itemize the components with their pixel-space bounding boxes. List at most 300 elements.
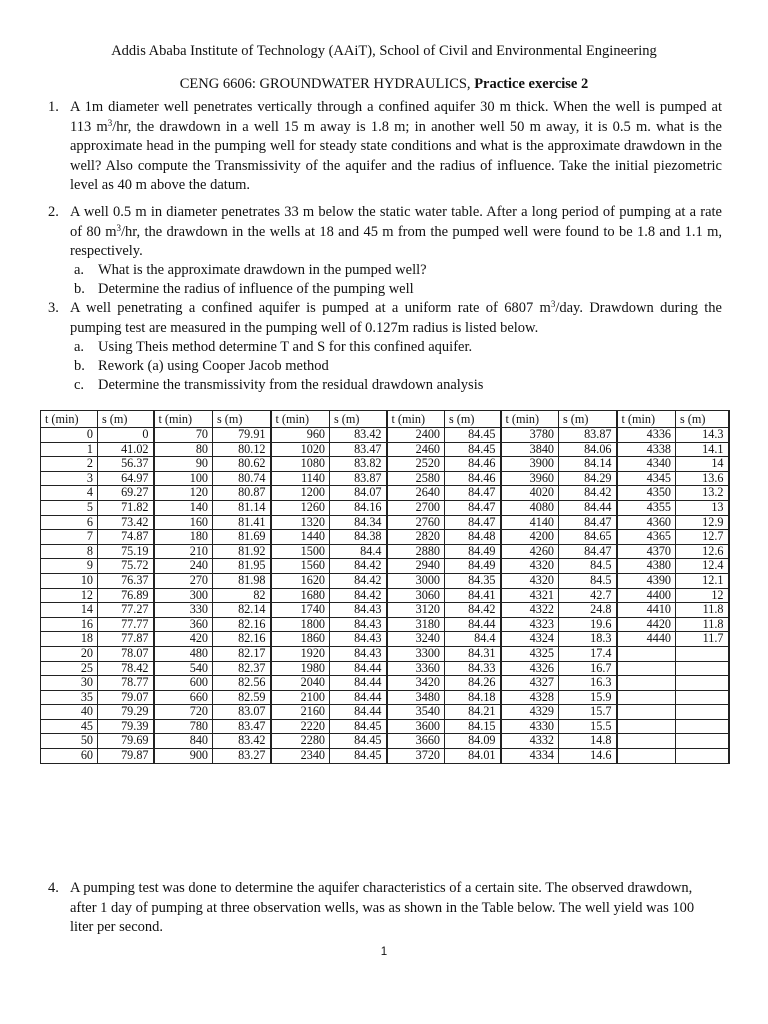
drawdown-cell: 83.07 bbox=[213, 705, 271, 720]
drawdown-cell: 78.77 bbox=[98, 676, 154, 691]
drawdown-cell: 84.47 bbox=[445, 486, 501, 501]
drawdown-cell: 83.82 bbox=[330, 457, 387, 472]
question-2-part-a: a. What is the approximate drawdown in the pumped well? bbox=[74, 262, 427, 278]
drawdown-cell: 84.49 bbox=[445, 559, 501, 574]
time-cell bbox=[617, 749, 676, 764]
column-header: t (min) bbox=[387, 411, 445, 428]
drawdown-cell: 84.44 bbox=[330, 705, 387, 720]
time-cell: 3300 bbox=[387, 646, 445, 661]
drawdown-cell: 12.9 bbox=[676, 515, 729, 530]
time-cell bbox=[617, 690, 676, 705]
time-cell: 70 bbox=[154, 428, 213, 443]
time-cell: 2760 bbox=[387, 515, 445, 530]
drawdown-cell: 56.37 bbox=[98, 457, 154, 472]
drawdown-cell: 76.89 bbox=[98, 588, 154, 603]
question-number: 4. bbox=[48, 880, 59, 896]
time-cell: 6 bbox=[41, 515, 98, 530]
drawdown-cell: 13.2 bbox=[676, 486, 729, 501]
drawdown-cell: 75.72 bbox=[98, 559, 154, 574]
time-cell: 4350 bbox=[617, 486, 676, 501]
time-cell: 35 bbox=[41, 690, 98, 705]
table-row bbox=[41, 442, 729, 457]
time-cell: 2580 bbox=[387, 471, 445, 486]
drawdown-cell: 71.82 bbox=[98, 500, 154, 515]
column-header: s (m) bbox=[445, 411, 501, 428]
drawdown-cell: 84.42 bbox=[330, 559, 387, 574]
time-cell: 4326 bbox=[501, 661, 559, 676]
time-cell: 270 bbox=[154, 573, 213, 588]
question-text: A well penetrating a confined aquifer is pumped at a uniform rate of 6807 $m^3$/day. Drawdown during the pumping test are measured in the pumping well of 0.127m radius is listed below. bbox=[70, 299, 722, 336]
drawdown-cell: 84.42 bbox=[445, 603, 501, 618]
drawdown-cell: 79.69 bbox=[98, 734, 154, 749]
table-row bbox=[41, 486, 729, 501]
time-cell: 50 bbox=[41, 734, 98, 749]
drawdown-cell: 82.14 bbox=[213, 603, 271, 618]
drawdown-cell: 19.6 bbox=[559, 617, 617, 632]
drawdown-cell: 84.47 bbox=[445, 500, 501, 515]
drawdown-cell: 84.09 bbox=[445, 734, 501, 749]
table-row bbox=[41, 544, 729, 559]
time-cell: 1320 bbox=[271, 515, 330, 530]
column-header: s (m) bbox=[330, 411, 387, 428]
time-cell: 1020 bbox=[271, 442, 330, 457]
time-cell: 1500 bbox=[271, 544, 330, 559]
time-cell: 420 bbox=[154, 632, 213, 647]
time-cell: 960 bbox=[271, 428, 330, 443]
time-cell: 4329 bbox=[501, 705, 559, 720]
drawdown-cell: 80.74 bbox=[213, 471, 271, 486]
column-header: s (m) bbox=[98, 411, 154, 428]
drawdown-cell: 84.34 bbox=[330, 515, 387, 530]
drawdown-cell: 78.42 bbox=[98, 661, 154, 676]
drawdown-cell: 74.87 bbox=[98, 530, 154, 545]
time-cell: 4325 bbox=[501, 646, 559, 661]
drawdown-cell: 11.8 bbox=[676, 603, 729, 618]
time-cell: 1260 bbox=[271, 500, 330, 515]
drawdown-cell: 16.7 bbox=[559, 661, 617, 676]
drawdown-cell: 84.45 bbox=[445, 428, 501, 443]
drawdown-cell: 84.43 bbox=[330, 617, 387, 632]
time-cell: 10 bbox=[41, 573, 98, 588]
time-cell: 4380 bbox=[617, 559, 676, 574]
time-cell: 8 bbox=[41, 544, 98, 559]
drawdown-cell: 84.4 bbox=[330, 544, 387, 559]
time-cell: 3780 bbox=[501, 428, 559, 443]
drawdown-cell: 83.47 bbox=[330, 442, 387, 457]
drawdown-cell: 0 bbox=[98, 428, 154, 443]
table-row bbox=[41, 500, 729, 515]
drawdown-cell: 83.42 bbox=[330, 428, 387, 443]
time-cell: 2400 bbox=[387, 428, 445, 443]
time-cell: 3 bbox=[41, 471, 98, 486]
time-cell: 40 bbox=[41, 705, 98, 720]
time-cell: 2100 bbox=[271, 690, 330, 705]
drawdown-cell: 84.46 bbox=[445, 457, 501, 472]
table-row bbox=[41, 690, 729, 705]
time-cell: 2160 bbox=[271, 705, 330, 720]
time-cell: 1440 bbox=[271, 530, 330, 545]
drawdown-cell: 84.15 bbox=[445, 719, 501, 734]
time-cell: 3900 bbox=[501, 457, 559, 472]
drawdown-cell: 14.6 bbox=[559, 749, 617, 764]
question-number: 2. bbox=[48, 204, 59, 220]
time-cell: 16 bbox=[41, 617, 98, 632]
table-row bbox=[41, 530, 729, 545]
table-row bbox=[41, 428, 729, 443]
time-cell: 3420 bbox=[387, 676, 445, 691]
drawdown-cell: 84.18 bbox=[445, 690, 501, 705]
drawdown-cell: 84.45 bbox=[330, 749, 387, 764]
drawdown-cell: 79.07 bbox=[98, 690, 154, 705]
time-cell: 3720 bbox=[387, 749, 445, 764]
time-cell: 1980 bbox=[271, 661, 330, 676]
table-row bbox=[41, 632, 729, 647]
time-cell: 2220 bbox=[271, 719, 330, 734]
drawdown-cell: 83.42 bbox=[213, 734, 271, 749]
time-cell: 2880 bbox=[387, 544, 445, 559]
drawdown-cell: 84.44 bbox=[559, 500, 617, 515]
drawdown-cell: 84.5 bbox=[559, 559, 617, 574]
table-row bbox=[41, 471, 729, 486]
time-cell: 2640 bbox=[387, 486, 445, 501]
drawdown-cell: 12 bbox=[676, 588, 729, 603]
time-cell: 1140 bbox=[271, 471, 330, 486]
drawdown-cell: 84.01 bbox=[445, 749, 501, 764]
time-cell: 4330 bbox=[501, 719, 559, 734]
time-cell: 2820 bbox=[387, 530, 445, 545]
time-cell: 1860 bbox=[271, 632, 330, 647]
drawdown-cell: 84.48 bbox=[445, 530, 501, 545]
time-cell: 2 bbox=[41, 457, 98, 472]
drawdown-cell: 84.4 bbox=[445, 632, 501, 647]
drawdown-cell: 69.27 bbox=[98, 486, 154, 501]
drawdown-cell: 77.77 bbox=[98, 617, 154, 632]
time-cell: 4320 bbox=[501, 559, 559, 574]
question-text: A 1m diameter well penetrates vertically through a confined aquifer 30 m thick. When the well is pumped at 113 $m^3/hr$, the drawdown in a well 15 m away is 1.8 m; in another well 50 m away, it is 0.5 m. what is the approximate head in the pumping well for steady state conditions and what is the approximate drawdown in the well? Also compute the Transmissivity of the aquifer and the radius of influence. Take the initial piezometric level as 40 m above the datum. bbox=[70, 99, 722, 193]
drawdown-cell: 84.45 bbox=[330, 734, 387, 749]
time-cell: 4336 bbox=[617, 428, 676, 443]
drawdown-cell: 84.45 bbox=[330, 719, 387, 734]
drawdown-cell: 12.1 bbox=[676, 573, 729, 588]
drawdown-cell: 13.6 bbox=[676, 471, 729, 486]
time-cell: 1200 bbox=[271, 486, 330, 501]
time-cell: 2280 bbox=[271, 734, 330, 749]
time-cell: 4328 bbox=[501, 690, 559, 705]
column-header: s (m) bbox=[559, 411, 617, 428]
time-cell: 360 bbox=[154, 617, 213, 632]
drawdown-cell: 84.44 bbox=[445, 617, 501, 632]
column-header: t (min) bbox=[271, 411, 330, 428]
time-cell: 7 bbox=[41, 530, 98, 545]
time-cell: 4324 bbox=[501, 632, 559, 647]
drawdown-cell: 82.59 bbox=[213, 690, 271, 705]
time-cell: 300 bbox=[154, 588, 213, 603]
table-row bbox=[41, 749, 729, 764]
drawdown-cell: 80.87 bbox=[213, 486, 271, 501]
drawdown-cell: 84.47 bbox=[445, 515, 501, 530]
time-cell: 14 bbox=[41, 603, 98, 618]
time-cell: 780 bbox=[154, 719, 213, 734]
drawdown-cell: 82.16 bbox=[213, 632, 271, 647]
drawdown-cell: 84.42 bbox=[330, 588, 387, 603]
time-cell: 600 bbox=[154, 676, 213, 691]
question-3 bbox=[48, 299, 722, 338]
question-3-part-a: a. Using Theis method determine T and S for this confined aquifer. bbox=[74, 339, 473, 355]
drawdown-cell bbox=[676, 705, 729, 720]
institution-header: Addis Ababa Institute of Technology (AAiT), School of Civil and Environmental Engineering bbox=[111, 43, 657, 59]
time-cell: 4440 bbox=[617, 632, 676, 647]
drawdown-cell bbox=[676, 719, 729, 734]
question-2 bbox=[48, 203, 722, 262]
time-cell: 4360 bbox=[617, 515, 676, 530]
question-text: A well 0.5 m in diameter penetrates 33 m below the static water table. After a long period of pumping at a rate of 80 $m^3/hr$, the drawdown in the wells at 18 and 45 m from the pumped well were found to be 1.8 and 1.1 m, respectively. bbox=[70, 204, 722, 259]
time-cell: 3600 bbox=[387, 719, 445, 734]
drawdown-cell: 14.3 bbox=[676, 428, 729, 443]
drawdown-cell: 12.7 bbox=[676, 530, 729, 545]
drawdown-cell: 16.3 bbox=[559, 676, 617, 691]
table-row bbox=[41, 676, 729, 691]
drawdown-cell: 82.37 bbox=[213, 661, 271, 676]
time-cell: 4420 bbox=[617, 617, 676, 632]
drawdown-cell: 81.92 bbox=[213, 544, 271, 559]
time-cell: 4200 bbox=[501, 530, 559, 545]
time-cell: 3060 bbox=[387, 588, 445, 603]
drawdown-cell: 84.47 bbox=[559, 544, 617, 559]
drawdown-cell: 17.4 bbox=[559, 646, 617, 661]
time-cell: 30 bbox=[41, 676, 98, 691]
time-cell: 3120 bbox=[387, 603, 445, 618]
time-cell: 4080 bbox=[501, 500, 559, 515]
drawdown-cell: 15.5 bbox=[559, 719, 617, 734]
drawdown-cell: 84.29 bbox=[559, 471, 617, 486]
question-3-part-c: c. Determine the transmissivity from the residual drawdown analysis bbox=[74, 377, 484, 393]
question-2-part-b: b. Determine the radius of influence of the pumping well bbox=[74, 281, 414, 297]
time-cell: 4320 bbox=[501, 573, 559, 588]
page-number: 1 bbox=[380, 946, 388, 958]
time-cell: 540 bbox=[154, 661, 213, 676]
table-row bbox=[41, 573, 729, 588]
column-header: t (min) bbox=[154, 411, 213, 428]
table-row bbox=[41, 559, 729, 574]
table-row bbox=[41, 719, 729, 734]
drawdown-cell: 75.19 bbox=[98, 544, 154, 559]
drawdown-cell bbox=[676, 676, 729, 691]
time-cell bbox=[617, 719, 676, 734]
time-cell: 2520 bbox=[387, 457, 445, 472]
drawdown-cell: 64.97 bbox=[98, 471, 154, 486]
drawdown-cell: 84.21 bbox=[445, 705, 501, 720]
drawdown-cell: 84.49 bbox=[445, 544, 501, 559]
time-cell: 4327 bbox=[501, 676, 559, 691]
time-cell: 2340 bbox=[271, 749, 330, 764]
time-cell: 1080 bbox=[271, 457, 330, 472]
drawdown-cell: 82.16 bbox=[213, 617, 271, 632]
drawdown-cell: 15.7 bbox=[559, 705, 617, 720]
question-number: 1. bbox=[48, 99, 59, 115]
drawdown-table bbox=[40, 410, 730, 764]
time-cell: 180 bbox=[154, 530, 213, 545]
time-cell: 4400 bbox=[617, 588, 676, 603]
time-cell: 4355 bbox=[617, 500, 676, 515]
drawdown-cell: 82.17 bbox=[213, 646, 271, 661]
drawdown-cell: 73.42 bbox=[98, 515, 154, 530]
time-cell: 0 bbox=[41, 428, 98, 443]
drawdown-cell: 12.6 bbox=[676, 544, 729, 559]
time-cell: 4332 bbox=[501, 734, 559, 749]
drawdown-cell: 84.42 bbox=[330, 573, 387, 588]
time-cell bbox=[617, 676, 676, 691]
drawdown-cell: 77.87 bbox=[98, 632, 154, 647]
table-row bbox=[41, 515, 729, 530]
time-cell: 480 bbox=[154, 646, 213, 661]
drawdown-cell: 83.47 bbox=[213, 719, 271, 734]
time-cell: 1920 bbox=[271, 646, 330, 661]
time-cell: 3480 bbox=[387, 690, 445, 705]
course-title bbox=[0, 75, 768, 93]
time-cell: 80 bbox=[154, 442, 213, 457]
drawdown-cell: 84.44 bbox=[330, 676, 387, 691]
time-cell: 3000 bbox=[387, 573, 445, 588]
time-cell: 3840 bbox=[501, 442, 559, 457]
drawdown-cell: 84.07 bbox=[330, 486, 387, 501]
drawdown-cell: 77.27 bbox=[98, 603, 154, 618]
table-row bbox=[41, 661, 729, 676]
drawdown-cell: 15.9 bbox=[559, 690, 617, 705]
time-cell: 4323 bbox=[501, 617, 559, 632]
drawdown-cell: 24.8 bbox=[559, 603, 617, 618]
drawdown-cell: 84.31 bbox=[445, 646, 501, 661]
time-cell: 25 bbox=[41, 661, 98, 676]
question-text: A pumping test was done to determine the aquifer characteristics of a certain site. The observed drawdown, after 1 day of pumping at three observation wells, was as shown in the Table below. The well yield was 100 liter per second. bbox=[70, 880, 695, 935]
time-cell: 900 bbox=[154, 749, 213, 764]
time-cell: 720 bbox=[154, 705, 213, 720]
drawdown-cell bbox=[676, 661, 729, 676]
drawdown-cell: 80.62 bbox=[213, 457, 271, 472]
table-row bbox=[41, 705, 729, 720]
drawdown-cell: 14 bbox=[676, 457, 729, 472]
drawdown-cell: 14.1 bbox=[676, 442, 729, 457]
course-name: CENG 6606: GROUNDWATER HYDRAULICS, bbox=[179, 76, 475, 92]
drawdown-cell: 81.98 bbox=[213, 573, 271, 588]
time-cell: 4334 bbox=[501, 749, 559, 764]
time-cell: 4345 bbox=[617, 471, 676, 486]
drawdown-cell: 84.44 bbox=[330, 690, 387, 705]
time-cell: 330 bbox=[154, 603, 213, 618]
table-row bbox=[41, 734, 729, 749]
drawdown-cell: 84.33 bbox=[445, 661, 501, 676]
time-cell: 840 bbox=[154, 734, 213, 749]
drawdown-cell: 84.42 bbox=[559, 486, 617, 501]
time-cell bbox=[617, 734, 676, 749]
drawdown-cell: 12.4 bbox=[676, 559, 729, 574]
time-cell: 2700 bbox=[387, 500, 445, 515]
drawdown-cell: 84.38 bbox=[330, 530, 387, 545]
drawdown-cell bbox=[676, 690, 729, 705]
drawdown-cell: 84.45 bbox=[445, 442, 501, 457]
drawdown-cell: 79.87 bbox=[98, 749, 154, 764]
time-cell: 4390 bbox=[617, 573, 676, 588]
drawdown-cell: 84.44 bbox=[330, 661, 387, 676]
time-cell: 9 bbox=[41, 559, 98, 574]
table-row bbox=[41, 617, 729, 632]
time-cell: 90 bbox=[154, 457, 213, 472]
time-cell: 3960 bbox=[501, 471, 559, 486]
time-cell: 1800 bbox=[271, 617, 330, 632]
time-cell: 240 bbox=[154, 559, 213, 574]
drawdown-cell: 83.87 bbox=[330, 471, 387, 486]
time-cell: 4321 bbox=[501, 588, 559, 603]
drawdown-cell bbox=[676, 646, 729, 661]
time-cell: 100 bbox=[154, 471, 213, 486]
drawdown-cell bbox=[676, 734, 729, 749]
drawdown-cell: 80.12 bbox=[213, 442, 271, 457]
time-cell: 3360 bbox=[387, 661, 445, 676]
time-cell: 2940 bbox=[387, 559, 445, 574]
drawdown-cell: 84.43 bbox=[330, 632, 387, 647]
column-header: s (m) bbox=[676, 411, 729, 428]
question-4 bbox=[48, 879, 708, 938]
time-cell: 20 bbox=[41, 646, 98, 661]
column-header: t (min) bbox=[501, 411, 559, 428]
drawdown-cell: 78.07 bbox=[98, 646, 154, 661]
time-cell: 3540 bbox=[387, 705, 445, 720]
time-cell: 1620 bbox=[271, 573, 330, 588]
drawdown-cell: 18.3 bbox=[559, 632, 617, 647]
drawdown-cell: 41.02 bbox=[98, 442, 154, 457]
time-cell: 4370 bbox=[617, 544, 676, 559]
time-cell: 160 bbox=[154, 515, 213, 530]
table-row bbox=[41, 588, 729, 603]
drawdown-cell: 79.29 bbox=[98, 705, 154, 720]
drawdown-cell: 84.46 bbox=[445, 471, 501, 486]
time-cell bbox=[617, 705, 676, 720]
drawdown-cell: 42.7 bbox=[559, 588, 617, 603]
table-row bbox=[41, 603, 729, 618]
drawdown-cell: 82.56 bbox=[213, 676, 271, 691]
time-cell: 60 bbox=[41, 749, 98, 764]
drawdown-cell: 81.95 bbox=[213, 559, 271, 574]
drawdown-cell: 14.8 bbox=[559, 734, 617, 749]
time-cell: 120 bbox=[154, 486, 213, 501]
column-header: s (m) bbox=[213, 411, 271, 428]
time-cell: 12 bbox=[41, 588, 98, 603]
time-cell: 4338 bbox=[617, 442, 676, 457]
time-cell: 4 bbox=[41, 486, 98, 501]
question-1 bbox=[48, 98, 722, 196]
drawdown-cell: 79.91 bbox=[213, 428, 271, 443]
drawdown-cell bbox=[676, 749, 729, 764]
column-header: t (min) bbox=[41, 411, 98, 428]
time-cell: 4410 bbox=[617, 603, 676, 618]
drawdown-cell: 84.43 bbox=[330, 603, 387, 618]
time-cell: 2040 bbox=[271, 676, 330, 691]
drawdown-cell: 84.43 bbox=[330, 646, 387, 661]
drawdown-cell: 84.65 bbox=[559, 530, 617, 545]
drawdown-cell: 84.06 bbox=[559, 442, 617, 457]
time-cell: 1680 bbox=[271, 588, 330, 603]
time-cell: 660 bbox=[154, 690, 213, 705]
time-cell: 4322 bbox=[501, 603, 559, 618]
drawdown-cell: 83.27 bbox=[213, 749, 271, 764]
drawdown-cell: 81.14 bbox=[213, 500, 271, 515]
time-cell: 2460 bbox=[387, 442, 445, 457]
time-cell: 1740 bbox=[271, 603, 330, 618]
time-cell: 140 bbox=[154, 500, 213, 515]
drawdown-cell: 81.41 bbox=[213, 515, 271, 530]
time-cell: 1560 bbox=[271, 559, 330, 574]
drawdown-cell: 84.5 bbox=[559, 573, 617, 588]
drawdown-cell: 79.39 bbox=[98, 719, 154, 734]
